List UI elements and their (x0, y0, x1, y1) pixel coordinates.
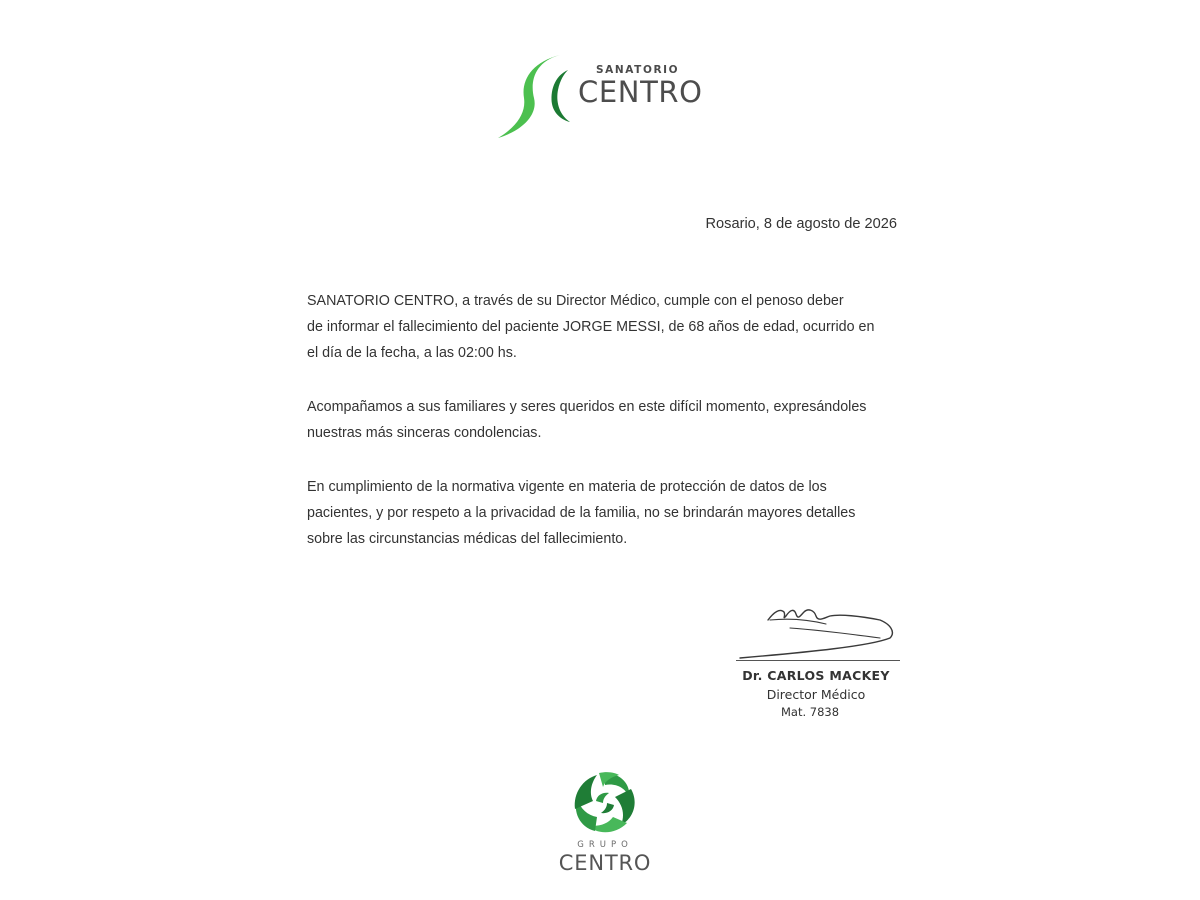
signatory-name: Dr. CARLOS MACKEY (742, 668, 890, 683)
paragraph-line: En cumplimiento de la normativa vigente en materia de protección de datos de los (307, 479, 827, 495)
paragraph-announcement (307, 288, 899, 366)
grupo-centro-logo (545, 770, 665, 882)
letter-date: Rosario, 8 de agosto de 2026 (705, 216, 897, 232)
footer-logo-small-text: GRUPO (577, 840, 633, 850)
paragraph-condolences (307, 394, 899, 446)
paragraph-line: SANATORIO CENTRO, a través de su Director Médico, cumple con el penoso deber (307, 293, 844, 309)
logo-small-text: SANATORIO (596, 64, 680, 76)
paragraph-line: nuestras más sinceras condolencias. (307, 425, 542, 441)
signatory-role: Director Médico (766, 687, 866, 702)
handwritten-signature-icon (730, 598, 900, 662)
paragraph-line: pacientes, y por respeto a la privacidad de la familia, no se brindarán mayores detalles (307, 505, 856, 521)
logo-big-text: CENTRO (578, 75, 703, 109)
paragraph-line: Acompañamos a sus familiares y seres queridos en este difícil momento, expresándoles (307, 399, 867, 415)
paragraph-line: de informar el fallecimiento del paciente JORGE MESSI, de 68 años de edad, ocurrido en (307, 319, 875, 335)
sanatorio-centro-logo (494, 52, 724, 140)
swoosh-logo-icon (494, 52, 574, 140)
swirl-logo-icon (571, 770, 639, 836)
paragraph-line: sobre las circunstancias médicas del fallecimiento. (307, 531, 628, 547)
letter-body (307, 288, 899, 580)
signature-block (730, 598, 900, 723)
paragraph-line: el día de la fecha, a las 02:00 hs. (307, 345, 517, 361)
paragraph-privacy (307, 474, 899, 552)
signatory-registration: Mat. 7838 (780, 705, 840, 719)
signature-line (736, 660, 900, 661)
footer-logo-big-text: CENTRO (558, 851, 652, 875)
